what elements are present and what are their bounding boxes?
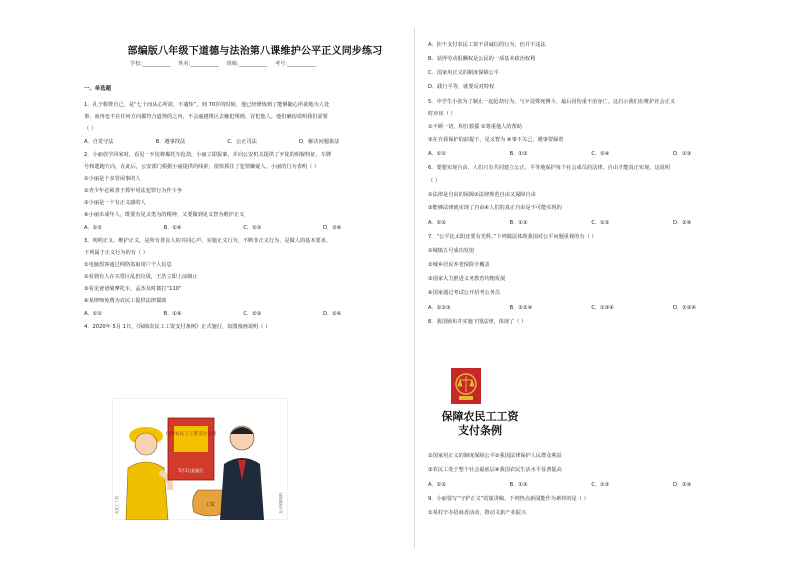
q5-stem-line: 时应该（ ）	[428, 111, 456, 117]
class-field[interactable]: 班级:___________	[226, 61, 268, 67]
q1-stem-line: （ ）	[84, 126, 97, 132]
regulation-book	[166, 418, 217, 480]
option[interactable]: A．自觉守法	[84, 139, 114, 145]
option[interactable]: D．②④	[672, 482, 692, 488]
q7-statement: ②城乡居民养老保险全覆盖	[428, 262, 490, 268]
q3-statement: ①电脑黑客通过网络盗取用户个人信息	[84, 262, 172, 268]
poster-title-line1: 保障农民工工资	[441, 410, 519, 423]
right-column	[415, 0, 794, 562]
bag-label: 工资	[204, 502, 216, 508]
option[interactable]: B．①③	[509, 482, 528, 488]
option[interactable]: B．①③	[509, 151, 528, 157]
option[interactable]: D．解决问题靠法	[298, 139, 340, 145]
option[interactable]: C．②③	[591, 482, 610, 488]
q6-stem-line: （ ）	[428, 178, 441, 184]
q6-options	[428, 219, 733, 226]
q9-statement: ①某村辛办招商香活动，推动文旅产业振兴	[428, 510, 527, 516]
emblem-base	[459, 396, 473, 400]
option[interactable]: B．遵事找法	[155, 139, 186, 145]
q5-statement: ①不顾一切，积打救援 ②尊重他人的帮助	[428, 124, 522, 130]
school-field[interactable]: 学校:___________	[130, 61, 171, 67]
option[interactable]: B．①④	[163, 311, 182, 317]
q2-statement: ②青少年必须善于抓牢用法犯罪行为作斗争	[84, 188, 183, 194]
poster-title-line2: 支付条例	[458, 424, 502, 437]
q8-statement: ③农民工处于整个社会最底层④我国农民生活水平显著提高	[428, 467, 562, 473]
q7-options	[428, 304, 733, 311]
section-heading: 一、单选题	[84, 86, 111, 92]
option[interactable]: D．②④	[322, 311, 342, 317]
q3-statement: ③看见爸爸骑摩托车，孟杰及时拨打“110”	[84, 286, 182, 292]
q4-option[interactable]: C．国家用正义的制度保障公平	[428, 70, 500, 76]
option[interactable]: B．①④	[163, 225, 182, 231]
q4-cartoon-illustration	[112, 398, 288, 520]
option[interactable]: C．②③	[243, 311, 262, 317]
q5-options	[428, 150, 733, 157]
option[interactable]: C．公正司法	[227, 139, 257, 145]
q8-statement: ①国家用正义的制度保障公平②我国法律保护人民群众利益	[428, 453, 562, 459]
option[interactable]: A．①②	[428, 482, 447, 488]
q3-options	[84, 310, 383, 317]
q3-statement: ④某律师免费为农民工提供法律援助	[84, 298, 167, 304]
q3-statement: ②看到有人在买票区乱扔垃圾，王浩立即上前制止	[84, 274, 198, 280]
q6-stem-line: 6．要想实现自由，人们只有共同建立公正、平等地保护每个社会成员的法律，自由才能真正实现。这说明	[428, 165, 670, 171]
q4-stem-line: 4．2020年 5月 1日，《保障农民工工资支付条例》正式施行，如图漫画说明（ ）	[84, 324, 271, 330]
book-date-text: 5月1日起施行	[178, 468, 204, 473]
q3-stem-line: 下列属于正义行为的有（ ）	[84, 250, 148, 256]
worker-face	[135, 433, 157, 455]
side-caption-left: 农民工工资	[115, 496, 119, 514]
q8-stem-line: 8．我国颁布并实施下图法律，体现了（ ）	[428, 319, 527, 325]
book-title-text: 保障农民工工资支付条例	[165, 432, 217, 437]
q2-statement: ④小丽未成年人，既要有见义勇为的精神，又要做到见义智为维护正义	[84, 212, 245, 218]
q4-option[interactable]: B．获得劳动报酬权是公民的一项基本政治权利	[428, 56, 536, 62]
option[interactable]: A．①②	[428, 151, 447, 157]
option[interactable]: D．②③④	[672, 305, 697, 311]
q8-options	[428, 481, 733, 488]
book-label	[174, 426, 208, 452]
option[interactable]: A．①②	[84, 311, 103, 317]
q2-statement: ③小丽是一个有正义感的人	[84, 200, 146, 206]
q9-stem-line: 9．小丽要写“守护正义”的演讲稿，下列热点新闻能作为素材的是（ ）	[428, 496, 589, 502]
q1-stem-line: 1．孔子称赞自己，是“七十而从心所欲，不逾矩”，到 70岁的时候，他已经修炼到了能够随心所欲地为人处	[84, 102, 330, 108]
option[interactable]: D．②③	[672, 151, 692, 157]
q6-statement: ③能够法律就实现了自由④人们的真正自由是不可能实现的	[428, 205, 562, 211]
option[interactable]: C．②③	[243, 225, 262, 231]
page-title: 部编版八年级下道德与法治第八课维护公平正义同步练习	[127, 46, 383, 57]
option[interactable]: C．②③	[591, 220, 610, 226]
name-field[interactable]: 姓名:___________	[178, 61, 219, 67]
q2-options	[84, 224, 383, 231]
q2-stem-line: 号和逃跑方向，在此后，公安部门根据小丽提供的线索，很快抓住了犯罪嫌疑人。小丽的行为表明（ ）	[84, 164, 320, 170]
q1-stem-line: 事，而再也不在任何方向都符合道规的之内，不会逾越规区去触犯规则，冒犯他人。他们确切说明我们需要	[84, 114, 328, 120]
q2-statement: ①小丽是个多管闲事的人	[84, 176, 141, 182]
student-info	[130, 60, 380, 67]
side-caption-right: 支付保障机构	[279, 492, 283, 514]
option[interactable]: A．①②	[84, 225, 103, 231]
q4-option[interactable]: A．拒不支付农民工资不讲诚信的行为，但并不违法	[428, 42, 546, 48]
option[interactable]: B．①②④	[509, 305, 533, 311]
q5-statement: ③在自我保护的前提下，见义智为 ④事不关己，遇事要躲着	[428, 137, 564, 143]
q3-stem-line: 3．明明正义、维护正义，是所有善良人的共同心声。实施正义行为，不断非正义行为，是做人的基本要求，	[84, 238, 332, 244]
regulation-poster	[420, 410, 540, 438]
q4-option[interactable]: D．践行平等，就要反对特权	[428, 84, 495, 90]
q7-statement: ①城镇五号成功发射	[428, 248, 475, 254]
option[interactable]: A．①②③	[428, 305, 451, 311]
option[interactable]: A．①②	[428, 220, 447, 226]
exam-number-field[interactable]: 考号:___________	[274, 61, 316, 67]
option[interactable]: B．①③	[509, 220, 528, 226]
option[interactable]: D．②④	[672, 220, 692, 226]
q1-options	[84, 138, 379, 145]
q6-statement: ①法律是自由的保障②法律规范自由又保障自由	[428, 192, 536, 198]
option[interactable]: D．③④	[322, 225, 342, 231]
option[interactable]: C．①③④	[591, 305, 615, 311]
q5-stem-line: 5．中学生小张为了制止一起抢劫行为，与歹徒殊死搏斗，最后因伤重不治身亡。这启示我们在维护社会正义	[428, 99, 676, 105]
q7-statement: ③国家大力推进义务教育均衡发展	[428, 276, 506, 282]
q7-stem-line: 7．“公平比太阳还要有光辉。”下列做法体现我国对公平问题重视的有（ ）	[428, 234, 597, 240]
court-emblem-icon	[451, 368, 481, 404]
q2-stem-line: 2．小丽放学回家时，看见一歹徒将爆托车抢劫，小丽立即报案，并向公安机关提供了歹徒的相貌特征、车牌	[84, 152, 332, 158]
q7-statement: ④国家通过考试公开招考公务员	[428, 290, 501, 296]
option[interactable]: C．②④	[591, 151, 610, 157]
